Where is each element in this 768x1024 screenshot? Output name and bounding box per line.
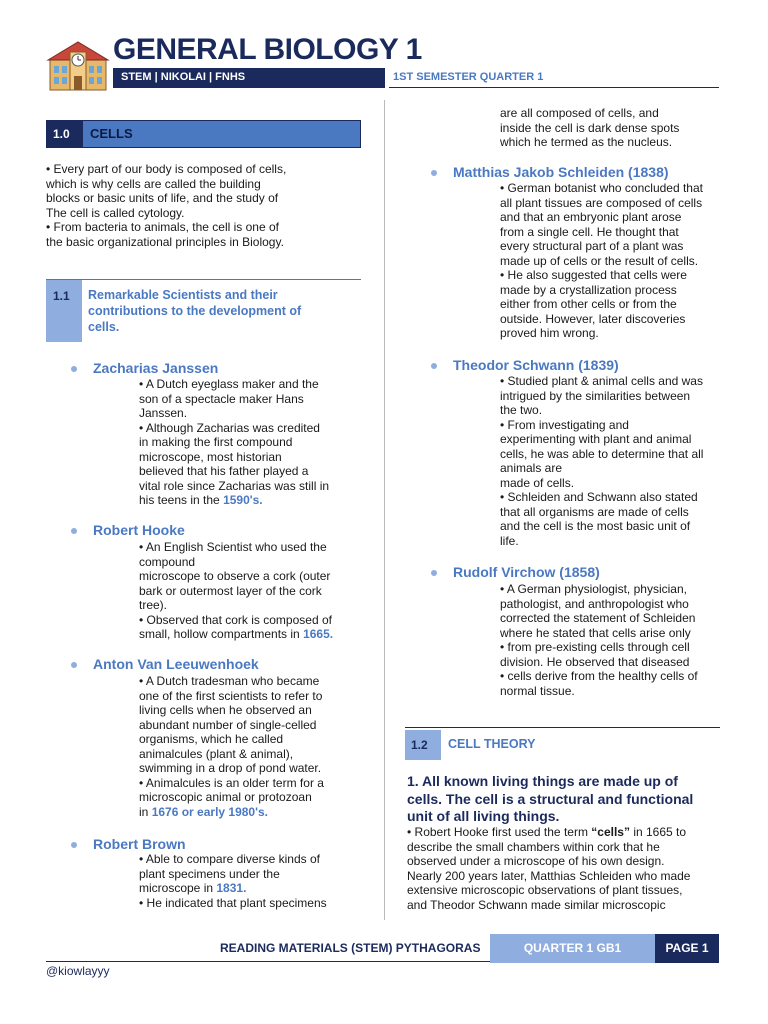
term-cells: “cells”	[591, 825, 630, 839]
text-line: The cell is called cytology.	[46, 205, 185, 220]
text-line: abundant number of single-celled	[139, 717, 317, 732]
text-line: • From investigating and	[500, 417, 629, 432]
text-line: corrected the statement of Schleiden	[500, 611, 696, 625]
section-heading-cell-theory	[405, 727, 720, 759]
highlighted-year: 1665.	[303, 627, 334, 641]
text-line: • from pre-existing cells through cell	[500, 640, 690, 654]
bullet-dot	[431, 570, 437, 576]
text-line: compound	[139, 554, 196, 569]
text-line: • A Dutch tradesman who became	[139, 674, 320, 688]
section-heading-cells	[46, 120, 361, 148]
text-line: every structural part of a plant was	[500, 239, 684, 253]
scientist-description-schleiden	[500, 181, 703, 341]
bullet-dot	[71, 662, 77, 668]
footer-divider	[46, 961, 490, 962]
text-line: son of a spectacle maker Hans	[139, 391, 304, 406]
text-line: cells, he was able to determine that all	[500, 446, 704, 461]
scientist-description-leeuwenhoek	[139, 674, 324, 819]
scientist-name-leeuwenhoek: Anton Van Leeuwenhoek	[93, 656, 259, 672]
text-line: division. He observed that diseased	[500, 654, 690, 669]
section-label-line: contributions to the development of	[88, 304, 302, 318]
text-line: all plant tissues are composed of cells	[500, 195, 703, 210]
text-line: life.	[500, 533, 519, 548]
scientist-name-brown: Robert Brown	[93, 836, 186, 852]
section-label: CELL THEORY	[448, 737, 536, 751]
text-line: • Animalcules is an older term for a	[139, 775, 324, 790]
text-line: • Observed that cork is composed of	[139, 612, 332, 627]
text-line: • Schleiden and Schwann also stated	[500, 490, 698, 504]
subtitle-bar-right: 1ST SEMESTER QUARTER 1	[389, 68, 719, 88]
section-heading-scientists	[46, 279, 361, 341]
section-number: 1.0	[47, 121, 83, 147]
text-line: normal tissue.	[500, 683, 575, 698]
text-line: unit of all living things.	[407, 808, 560, 824]
text-line	[139, 493, 329, 508]
text-line: and Theodor Schwann made similar microscopic	[407, 897, 666, 912]
text-line: are all composed of cells, and	[500, 106, 659, 120]
text-line: observed under a microscope of his own design.	[407, 854, 665, 868]
cell-theory-principle-1	[407, 773, 717, 826]
text-line: experimenting with plant and animal	[500, 432, 692, 446]
scientist-description-brown	[139, 852, 327, 910]
scientist-name-virchow: Rudolf Virchow (1858)	[453, 564, 600, 580]
text-line: made of cells.	[500, 475, 575, 490]
scientist-description-schwann	[500, 374, 703, 548]
scientist-description-brown-continued	[500, 106, 679, 150]
text-line: animalcules (plant & animal),	[139, 746, 294, 761]
bullet-dot	[71, 366, 77, 372]
text-line: pathologist, and anthropologist who	[500, 596, 689, 611]
text-fragment: microscope in	[139, 881, 217, 895]
text-line: • He indicated that plant specimens	[139, 895, 327, 910]
footer-quarter-badge: QUARTER 1 GB1	[490, 934, 655, 963]
text-line: • Every part of our body is composed of cells,	[46, 162, 287, 176]
scientist-name-schleiden: Matthias Jakob Schleiden (1838)	[453, 164, 669, 180]
text-line: where he stated that cells arise only	[500, 625, 691, 640]
cell-theory-paragraph	[407, 825, 690, 912]
highlighted-year: 1676 or early 1980's.	[151, 804, 268, 819]
text-line: one of the first scientists to refer to	[139, 688, 323, 703]
text-line: animals are	[500, 461, 563, 475]
text-line: describe the small chambers within cork that he	[407, 839, 660, 854]
scientist-name-janssen: Zacharias Janssen	[93, 360, 219, 376]
text-line: cells. The cell is a structural and functional	[407, 790, 694, 807]
text-line: • Studied plant & animal cells and was	[500, 374, 703, 388]
text-line: • Although Zacharias was credited	[139, 420, 320, 435]
text-line: • German botanist who concluded that	[500, 181, 703, 195]
text-line: outside. However, later discoveries	[500, 311, 686, 326]
school-building-icon	[46, 38, 110, 92]
text-fragment: small, hollow compartments in	[139, 627, 304, 641]
text-line: microscopic animal or protozoan	[139, 790, 312, 804]
text-line	[139, 805, 324, 820]
text-line: microscope, most historian	[139, 449, 282, 464]
bullet-dot	[71, 528, 77, 534]
text-line: • From bacteria to animals, the cell is one of	[46, 220, 279, 234]
text-line: blocks or basic units of life, and the study of	[46, 191, 279, 205]
scientist-description-virchow	[500, 582, 698, 698]
text-line: living cells when he observed an	[139, 703, 312, 717]
text-line	[139, 627, 333, 642]
text-line: • cells derive from the healthy cells of	[500, 669, 698, 683]
section-number: 1.1	[46, 280, 82, 342]
intro-paragraph	[46, 162, 286, 249]
author-handle: @kiowlayyy	[46, 964, 110, 978]
text-line: made up of cells or the result of cells.	[500, 253, 699, 268]
text-line: inside the cell is dark dense spots	[500, 120, 680, 135]
text-line: which he termed as the nucleus.	[500, 135, 673, 149]
text-line: • A Dutch eyeglass maker and the	[139, 377, 319, 391]
section-label	[88, 287, 328, 335]
section-label: CELLS	[83, 121, 360, 147]
scientist-name-schwann: Theodor Schwann (1839)	[453, 357, 619, 373]
text-line: which is why cells are called the building	[46, 176, 261, 191]
text-line: believed that his father played a	[139, 464, 309, 478]
scientist-description-janssen	[139, 377, 329, 508]
text-line: vital role since Zacharias was still in	[139, 478, 330, 493]
text-line: swimming in a drop of pond water.	[139, 761, 322, 775]
text-line	[139, 881, 327, 896]
subtitle-bar-left: STEM | NIKOLAI | FNHS	[113, 68, 385, 88]
text-line: organisms, which he called	[139, 732, 284, 746]
text-line: either from other cells or from the	[500, 297, 677, 311]
text-line: the basic organizational principles in Biology.	[46, 234, 284, 249]
text-line: 1. All known living things are made up of	[407, 773, 678, 789]
text-line: • An English Scientist who used the	[139, 540, 327, 554]
text-line: and the cell is the most basic unit of	[500, 519, 691, 533]
section-number: 1.2	[405, 730, 441, 760]
highlighted-year: 1590's.	[223, 493, 263, 507]
text-line: intrigued by the similarities between	[500, 388, 691, 403]
text-line: that all organisms are made of cells	[500, 504, 689, 519]
text-line: Janssen.	[139, 406, 188, 420]
text-line: bark or outermost layer of the cork	[139, 583, 322, 598]
bullet-dot	[431, 170, 437, 176]
column-divider	[384, 100, 385, 920]
bullet-dot	[71, 842, 77, 848]
text-line	[407, 825, 690, 840]
text-line: tree).	[139, 598, 168, 612]
scientist-description-hooke	[139, 540, 333, 642]
text-line: the two.	[500, 403, 543, 417]
text-line: extensive microscopic observations of plant tissues,	[407, 883, 683, 897]
section-label-line: cells.	[88, 320, 120, 334]
text-fragment: his teens in the	[139, 493, 224, 507]
text-line: from a single cell. He thought that	[500, 224, 679, 239]
highlighted-year: 1831.	[216, 881, 247, 895]
text-line: made by a crystallization process	[500, 282, 677, 297]
text-line: microscope to observe a cork (outer	[139, 569, 331, 583]
footer-page-badge: PAGE 1	[655, 934, 719, 963]
text-line: in making the first compound	[139, 435, 293, 449]
page-title: GENERAL BIOLOGY 1	[113, 33, 422, 66]
text-line: • Able to compare diverse kinds of	[139, 852, 320, 866]
section-label-line: Remarkable Scientists and their	[88, 288, 278, 302]
scientist-name-hooke: Robert Hooke	[93, 522, 185, 538]
text-fragment: • Robert Hooke first used the term	[407, 825, 592, 839]
text-fragment: in 1665 to	[629, 825, 687, 839]
text-line: and that an embryonic plant arose	[500, 210, 682, 224]
bullet-dot	[431, 363, 437, 369]
text-line: • A German physiologist, physician,	[500, 582, 687, 596]
text-line: proved him wrong.	[500, 326, 599, 340]
footer-label: READING MATERIALS (STEM) PYTHAGORAS	[220, 941, 481, 955]
text-line: Nearly 200 years later, Matthias Schleiden who made	[407, 868, 691, 883]
text-line: • He also suggested that cells were	[500, 268, 687, 282]
text-line: plant specimens under the	[139, 866, 280, 881]
text-fragment: in	[139, 804, 152, 819]
